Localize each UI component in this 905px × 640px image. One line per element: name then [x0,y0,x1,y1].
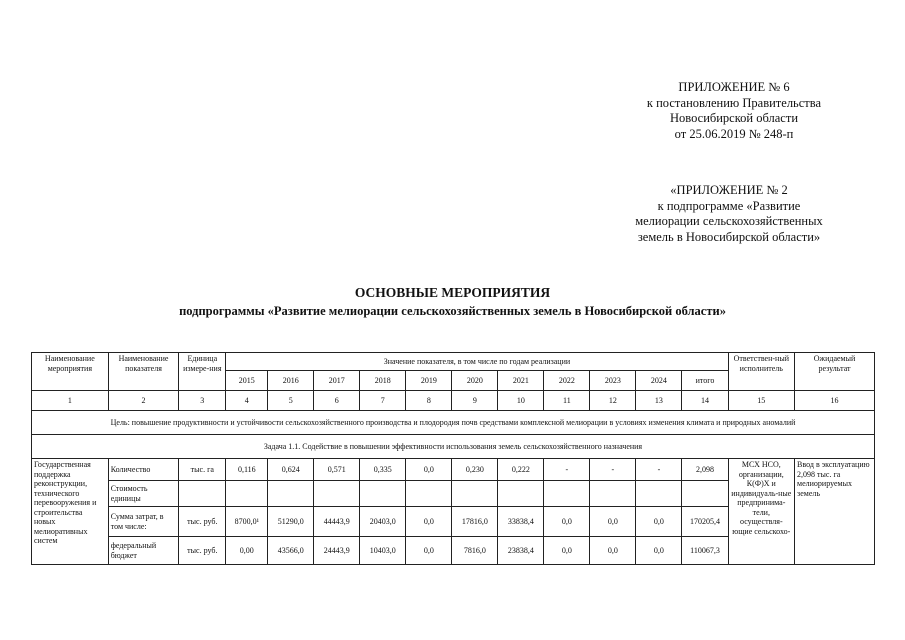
value-cell: 0,0 [636,537,682,565]
value-cell: 23838,4 [498,537,544,565]
header-year: 2022 [544,371,590,391]
appendix-2-line-3: мелиорации сельскохозяйственных [635,214,823,228]
col-number: 9 [452,391,498,411]
col-number: 5 [268,391,314,411]
header-year: 2018 [360,371,406,391]
value-cell: 0,624 [268,459,314,481]
task-row: Задача 1.1. Содействие в повышении эффективности использования земель сельскохозяйственного назначения [32,435,875,459]
appendix-6-line-2: к постановлению Правительства [646,95,822,110]
value-cell [360,481,406,507]
result-cell: Ввод в эксплуатацию 2,098 тыс. га мелиорируемых земель [795,459,875,565]
value-cell: 0,335 [360,459,406,481]
indicator-cell: Количество [108,459,179,481]
header-event: Наименование мероприятия [32,353,109,391]
value-cell: 0,0 [544,507,590,537]
goal-row: Цель: повышение продуктивности и устойчивости сельскохозяйственного производства и плодородия почв средствами комплексной мелиорации в условиях изменения климата и природных аномалий [32,411,875,435]
value-cell: 0,222 [498,459,544,481]
value-cell: 10403,0 [360,537,406,565]
appendix-6-line-3: Новосибирской области [669,111,799,125]
col-number: 14 [682,391,728,411]
value-cell [406,481,452,507]
value-cell: 0,116 [226,459,268,481]
header-indicator: Наименование показателя [108,353,179,391]
value-cell: - [590,459,636,481]
col-number: 8 [406,391,452,411]
appendix-2-line-1: «ПРИЛОЖЕНИЕ № 2 [670,183,788,197]
appendix-2-line-4: земель в Новосибирской области» [637,229,821,244]
measures-table [31,352,875,565]
col-number: 6 [314,391,360,411]
value-cell: 20403,0 [360,507,406,537]
document-title: ОСНОВНЫЕ МЕРОПРИЯТИЯ [354,285,551,300]
unit-cell: тыс. руб. [179,537,226,565]
value-cell: 33838,4 [498,507,544,537]
total-cell: 170205,4 [682,507,728,537]
header-executor: Ответствен-ный исполнитель [728,353,794,391]
value-cell: 0,00 [226,537,268,565]
value-cell: - [544,459,590,481]
appendix-6-line-1: ПРИЛОЖЕНИЕ № 6 [678,80,790,94]
header-result: Ожидаемый результат [795,353,875,391]
appendix-6-block [614,80,854,142]
col-number: 7 [360,391,406,411]
header-unit: Единица измере-ния [179,353,226,391]
col-number: 2 [108,391,179,411]
value-cell: 0,0 [406,507,452,537]
value-cell [544,481,590,507]
appendix-2-block [604,183,854,245]
col-number: 4 [226,391,268,411]
header-year: 2015 [226,371,268,391]
value-cell: 44443,9 [314,507,360,537]
value-cell: 7816,0 [452,537,498,565]
total-cell: 110067,3 [682,537,728,565]
value-cell: 24443,9 [314,537,360,565]
value-cell [226,481,268,507]
total-cell [682,481,728,507]
unit-cell: тыс. га [179,459,226,481]
value-cell [590,481,636,507]
col-number: 1 [32,391,109,411]
value-cell [268,481,314,507]
header-year: 2017 [314,371,360,391]
value-cell: 17816,0 [452,507,498,537]
value-cell [314,481,360,507]
header-year: 2023 [590,371,636,391]
header-year: 2024 [636,371,682,391]
col-number: 10 [498,391,544,411]
total-cell: 2,098 [682,459,728,481]
value-cell [498,481,544,507]
col-number: 16 [795,391,875,411]
executor-cell: МСХ НСО, организации, К(Ф)Х и индивидуаль-ные предпринима-тели, осуществля-ющие сельскохо- [728,459,794,565]
value-cell: 0,0 [544,537,590,565]
appendix-6-line-4: от 25.06.2019 № 248-п [674,126,794,141]
value-cell [452,481,498,507]
value-cell: - [636,459,682,481]
col-number: 12 [590,391,636,411]
header-total: итого [682,371,728,391]
indicator-cell: Сумма затрат, в том числе: [108,507,179,537]
value-cell: 0,0 [406,537,452,565]
col-number: 13 [636,391,682,411]
header-values-group: Значение показателя, в том числе по годам реализации [226,353,728,371]
header-year: 2016 [268,371,314,391]
document-subtitle: подпрограммы «Развитие мелиорации сельскохозяйственных земель в Новосибирской области» [179,304,726,318]
value-cell [636,481,682,507]
value-cell: 8700,0¹ [226,507,268,537]
event-name-cell: Государственная поддержка реконструкции, технического перевооружения и строительства новых мелиоративных систем [32,459,109,565]
unit-cell: тыс. руб. [179,507,226,537]
header-year: 2020 [452,371,498,391]
value-cell: 51290,0 [268,507,314,537]
value-cell: 43566,0 [268,537,314,565]
header-year: 2021 [498,371,544,391]
value-cell: 0,0 [636,507,682,537]
value-cell: 0,0 [590,507,636,537]
col-number: 11 [544,391,590,411]
table-row [32,459,875,481]
value-cell: 0,230 [452,459,498,481]
value-cell: 0,0 [406,459,452,481]
indicator-cell: Стоимость единицы [108,481,179,507]
col-number: 3 [179,391,226,411]
unit-cell [179,481,226,507]
col-number: 15 [728,391,794,411]
value-cell: 0,571 [314,459,360,481]
indicator-cell: федеральный бюджет [108,537,179,565]
appendix-2-line-2: к подпрограмме «Развитие [657,198,801,213]
header-year: 2019 [406,371,452,391]
value-cell: 0,0 [590,537,636,565]
